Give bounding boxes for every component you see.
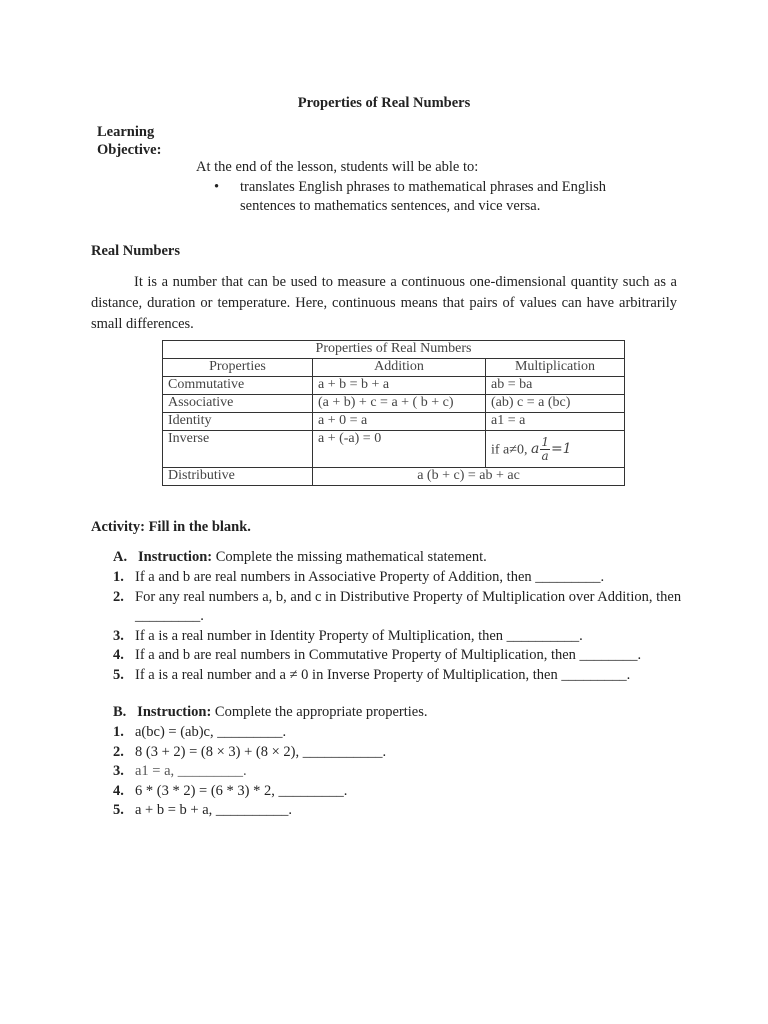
- cell-property: Distributive: [163, 468, 313, 486]
- part-a-list: [113, 568, 683, 685]
- cell-distributive: a (b + c) = ab + ac: [313, 468, 625, 486]
- header-multiplication: Multiplication: [486, 359, 625, 377]
- real-numbers-heading: Real Numbers: [91, 243, 181, 259]
- part-a-instruction: [113, 549, 487, 566]
- list-item: 4. 6 * (3 * 2) = (6 * 3) * 2, _________.: [113, 782, 348, 799]
- part-b-instruction: [113, 704, 428, 721]
- header-addition: Addition: [313, 359, 486, 377]
- fraction-numerator: 1: [541, 434, 549, 449]
- inverse-condition: if a≠0,: [491, 442, 528, 457]
- cell-multiplication: (ab) c = a (bc): [486, 395, 625, 413]
- learning-objective-label-line1: Learning: [97, 124, 155, 140]
- list-item: 3. If a is a real number in Identity Property of Multiplication, then __________.: [113, 627, 583, 644]
- table-row: [163, 395, 625, 413]
- list-item-text: If a is a real number and a ≠ 0 in Inverse Property of Multiplication, then _________.: [135, 666, 631, 683]
- list-item-text: 6 * (3 * 2) = (6 * 3) * 2, _________.: [135, 782, 348, 799]
- cell-addition: a + 0 = a: [313, 413, 486, 431]
- list-item-text: a1 = a, _________.: [135, 763, 247, 779]
- list-item-text: For any real numbers a, b, and c in Distributive Property of Multiplication over Addition, then _________.: [135, 588, 682, 624]
- cell-property: Associative: [163, 395, 313, 413]
- list-item: 2. 8 (3 + 2) = (8 × 3) + (8 × 2), ___________.: [113, 743, 387, 760]
- list-item-text: If a and b are real numbers in Associative Property of Addition, then _________.: [135, 569, 605, 585]
- part-b-instruction-label: Instruction:: [137, 704, 212, 720]
- cell-property: Inverse: [163, 431, 313, 468]
- part-a-instruction-label: Instruction:: [137, 549, 213, 565]
- part-b-list: [113, 723, 683, 821]
- list-item-text: a + b = b + a, __________.: [135, 802, 293, 818]
- learning-objective-bullet-text: translates English phrases to mathematical phrases and English sentences to mathematics sentences, and vice versa.: [240, 179, 607, 214]
- list-item: 4. If a and b are real numbers in Commutative Property of Multiplication, then ________.: [113, 647, 642, 663]
- table-row: [163, 377, 625, 395]
- list-item-text: 8 (3 + 2) = (8 × 3) + (8 × 2), ___________.: [135, 743, 387, 760]
- learning-objective-intro: At the end of the lesson, students will be able to:: [196, 159, 479, 175]
- cell-property: Commutative: [163, 377, 313, 395]
- real-numbers-paragraph: It is a number that can be used to measure a continuous one-dimensional quantity such as a distance, duration or temperature. Here, continuous means that pairs of values can have arbitrarily small differences.: [91, 274, 677, 332]
- list-item: 1. a(bc) = (ab)c, _________.: [113, 724, 287, 740]
- bullet-icon: •: [214, 179, 220, 195]
- learning-objective-bullet: [214, 178, 634, 216]
- list-item: 1. If a and b are real numbers in Associative Property of Addition, then _________.: [113, 569, 605, 585]
- list-item: 3. a1 = a, _________.: [113, 763, 247, 779]
- table-caption-row: [163, 341, 625, 359]
- learning-objective-label-line2: Objective:: [97, 142, 162, 158]
- part-b-instruction-text: Complete the appropriate properties.: [214, 704, 428, 720]
- cell-multiplication: a1 = a: [486, 413, 625, 431]
- inverse-fraction: [531, 436, 572, 463]
- cell-addition: a + b = b + a: [313, 377, 486, 395]
- cell-multiplication: ab = ba: [486, 377, 625, 395]
- cell-addition: (a + b) + c = a + ( b + c): [313, 395, 486, 413]
- page-title: Properties of Real Numbers: [297, 95, 471, 111]
- activity-heading: Activity: Fill in the blank.: [91, 519, 251, 535]
- fraction: [540, 436, 550, 463]
- cell-addition: a + (-a) = 0: [313, 431, 486, 468]
- list-item-text: If a and b are real numbers in Commutative Property of Multiplication, then ________.: [135, 647, 642, 663]
- list-item: 5. a + b = b + a, __________.: [113, 802, 293, 818]
- list-item: 2. For any real numbers a, b, and c in Distributive Property of Multiplication over Addition, then _________.: [113, 588, 682, 624]
- table-caption: Properties of Real Numbers: [163, 341, 625, 359]
- cell-multiplication: [486, 431, 625, 468]
- part-a-instruction-text: Complete the missing mathematical statement.: [215, 549, 487, 565]
- cell-property: Identity: [163, 413, 313, 431]
- table-row: [163, 413, 625, 431]
- fraction-equals: =1: [550, 441, 572, 457]
- table-row: [163, 431, 625, 468]
- properties-table: [162, 340, 625, 486]
- header-properties: Properties: [163, 359, 313, 377]
- list-item: 5. If a is a real number and a ≠ 0 in Inverse Property of Multiplication, then _________.: [113, 666, 631, 683]
- fraction-denominator: a: [541, 448, 549, 463]
- table-row-distributive: [163, 468, 625, 486]
- part-a-letter: A.: [113, 549, 128, 565]
- list-item-text: a(bc) = (ab)c, _________.: [135, 724, 287, 740]
- table-header-row: [163, 359, 625, 377]
- fraction-a: a: [530, 441, 540, 457]
- part-b-letter: B.: [113, 704, 127, 720]
- list-item-text: If a is a real number in Identity Property of Multiplication, then __________.: [135, 627, 583, 644]
- learning-objective-label: [97, 123, 187, 159]
